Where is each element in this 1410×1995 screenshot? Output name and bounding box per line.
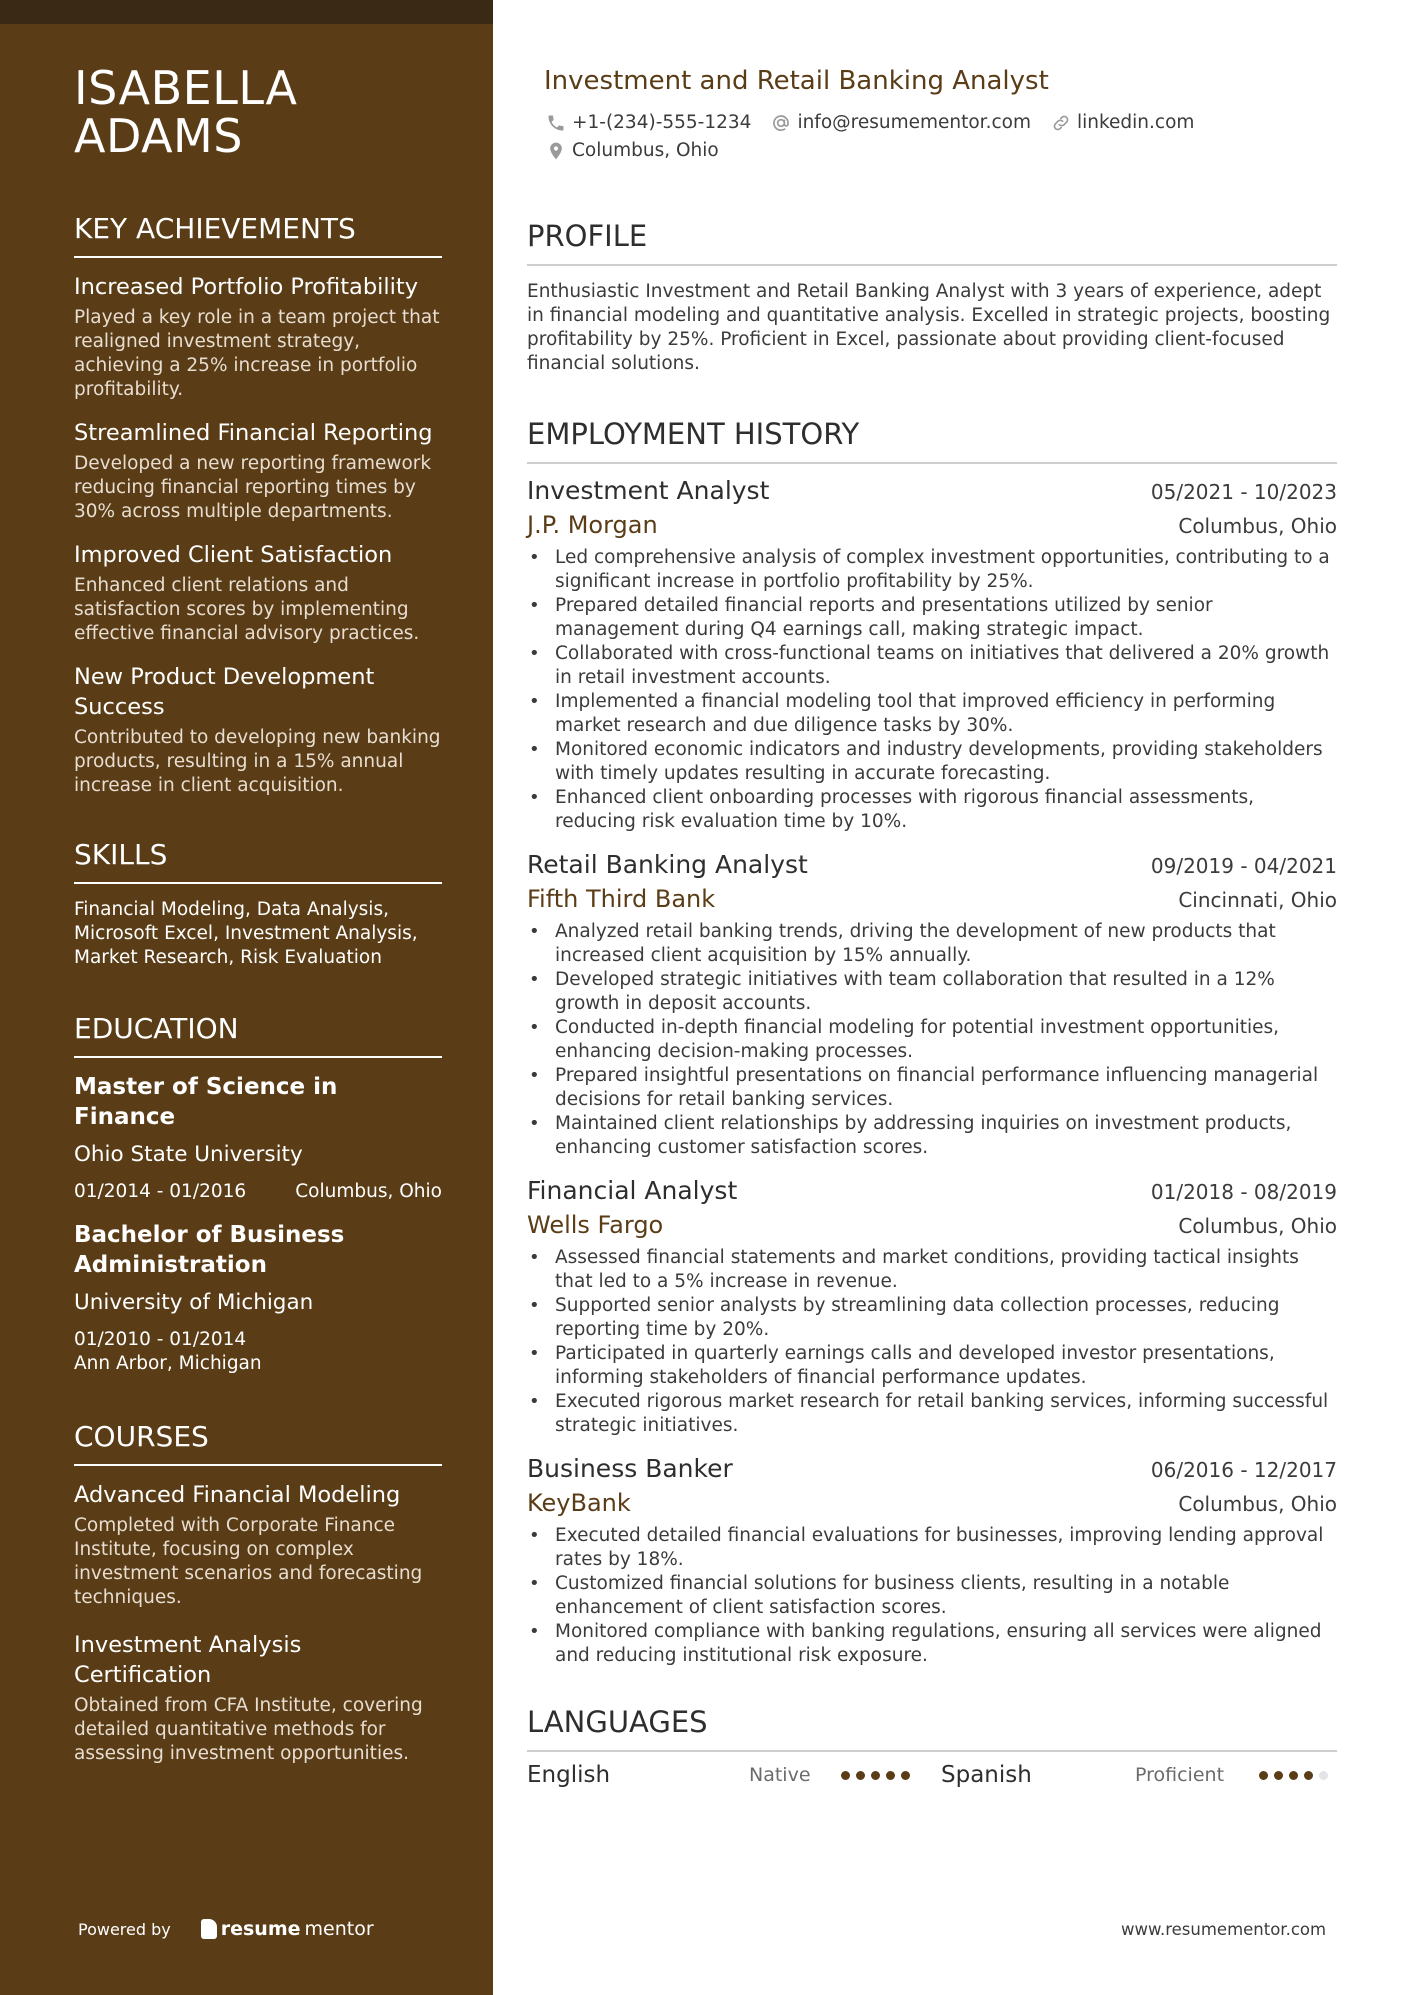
rating-dot: [1274, 1771, 1283, 1780]
job-entry: [527, 1174, 1337, 1438]
contact-linkedin[interactable]: [1051, 112, 1194, 133]
job-bullets: [527, 1524, 1337, 1668]
contact-location: [546, 140, 719, 161]
job-header: [527, 474, 1337, 508]
candidate-name: [74, 61, 442, 163]
contact-row-1: [546, 112, 1194, 133]
rating-dot: [1289, 1771, 1298, 1780]
language-rating: [1259, 1771, 1328, 1780]
rating-dot: [1304, 1771, 1313, 1780]
language-name: English: [527, 1762, 611, 1788]
job-bullet: • Participated in quarterly earnings calls and developed investor presentations, informing stakeholders of financial performance updates.: [527, 1342, 1337, 1390]
rating-dot: [886, 1771, 895, 1780]
rating-dot: [1259, 1771, 1268, 1780]
achievement-item: [74, 272, 442, 402]
skills-section: [74, 838, 442, 970]
job-bullet: • Customized financial solutions for business clients, resulting in a notable enhancement of client satisfaction scores.: [527, 1572, 1337, 1620]
profile-heading: PROFILE: [527, 218, 1337, 266]
job-bullet: • Assessed financial statements and market conditions, providing tactical insights that led to a 5% increase in revenue.: [527, 1246, 1337, 1294]
language-rating: [841, 1771, 910, 1780]
employment-heading: EMPLOYMENT HISTORY: [527, 416, 1337, 464]
job-bullet: • Led comprehensive analysis of complex investment opportunities, contributing to a significant increase in portfolio profitability by 25%.: [527, 546, 1337, 594]
logo-text-bold: resume: [220, 1918, 301, 1940]
achievement-title: Increased Portfolio Profitability: [74, 274, 419, 300]
job-location: Cincinnati, Ohio: [1178, 888, 1337, 912]
main-content: [527, 218, 1337, 1788]
job-entry: [527, 1452, 1337, 1668]
achievement-item: [74, 540, 442, 646]
languages-section: [527, 1704, 1337, 1788]
education-item: [74, 1220, 442, 1376]
job-bullets: [527, 920, 1337, 1160]
job-bullet: • Prepared insightful presentations on financial performance influencing managerial decisions for retail banking services.: [527, 1064, 1337, 1112]
profile-section: [527, 218, 1337, 376]
education-heading: EDUCATION: [74, 1012, 442, 1058]
rating-dot: [871, 1771, 880, 1780]
contact-phone[interactable]: [546, 112, 751, 133]
job-bullet: • Monitored economic indicators and industry developments, providing stakeholders with timely updates resulting in accurate forecasting.: [527, 738, 1337, 786]
achievements-section: [74, 212, 442, 798]
job-subheader: [527, 1486, 1337, 1520]
contact-email[interactable]: [771, 112, 1031, 133]
course-item: [74, 1480, 442, 1610]
job-header: [527, 848, 1337, 882]
rating-dot: [1319, 1771, 1328, 1780]
job-title: Financial Analyst: [527, 1176, 738, 1205]
job-subheader: [527, 1208, 1337, 1242]
rating-dot: [841, 1771, 850, 1780]
education-dates: 01/2014 - 01/2016: [74, 1181, 247, 1202]
resumementor-logo-icon: [201, 1919, 217, 1939]
job-company: KeyBank: [527, 1489, 631, 1517]
job-company: J.P. Morgan: [527, 511, 658, 539]
course-desc: Completed with Corporate Finance Institute, focusing on complex investment scenarios and forecasting techniques.: [74, 1515, 423, 1608]
job-location: Columbus, Ohio: [1178, 1214, 1337, 1238]
job-bullets: [527, 1246, 1337, 1438]
job-dates: 06/2016 - 12/2017: [1150, 1458, 1337, 1482]
job-bullet: • Maintained client relationships by addressing inquiries on investment products, enhancing customer satisfaction scores.: [527, 1112, 1337, 1160]
job-bullet: • Executed rigorous market research for retail banking services, informing successful strategic initiatives.: [527, 1390, 1337, 1438]
location-text: Columbus, Ohio: [572, 140, 719, 161]
employment-section: [527, 416, 1337, 1668]
language-item: [527, 1762, 941, 1788]
link-icon: [1051, 113, 1071, 133]
phone-text: +1-(234)-555-1234: [572, 112, 752, 133]
job-location: Columbus, Ohio: [1178, 514, 1337, 538]
name-line-1: ISABELLA: [74, 61, 298, 115]
sidebar-top-bar: [0, 0, 493, 24]
achievements-heading: KEY ACHIEVEMENTS: [74, 212, 442, 258]
languages-row: [527, 1762, 1337, 1788]
achievement-title: New Product Development Success: [74, 664, 375, 720]
achievement-desc: Contributed to developing new banking products, resulting in a 15% annual increase in client acquisition.: [74, 727, 441, 796]
job-bullet: • Analyzed retail banking trends, driving the development of new products that increased client acquisition by 15% annually.: [527, 920, 1337, 968]
job-dates: 09/2019 - 04/2021: [1150, 854, 1337, 878]
education-item: [74, 1072, 442, 1204]
achievement-title: Streamlined Financial Reporting: [74, 420, 433, 446]
location-pin-icon: [546, 141, 566, 161]
achievement-item: [74, 418, 442, 524]
job-bullet: • Supported senior analysts by streamlining data collection processes, reducing reporting time by 20%.: [527, 1294, 1337, 1342]
job-entry: [527, 474, 1337, 834]
education-school: University of Michigan: [74, 1290, 314, 1315]
job-dates: 05/2021 - 10/2023: [1150, 480, 1337, 504]
education-location: Columbus, Ohio: [295, 1181, 442, 1202]
powered-by: [78, 1918, 374, 1940]
course-title: Advanced Financial Modeling: [74, 1482, 401, 1508]
course-item: [74, 1630, 442, 1766]
achievement-desc: Played a key role in a team project that realigned investment strategy, achieving a 25% increase in portfolio profitability.: [74, 307, 440, 400]
skills-list: Financial Modeling, Data Analysis, Microsoft Excel, Investment Analysis, Market Research, Risk Evaluation: [74, 899, 418, 968]
at-sign-icon: [771, 113, 791, 133]
job-bullet: • Prepared detailed financial reports and presentations utilized by senior management during Q4 earnings call, making strategic impact.: [527, 594, 1337, 642]
language-level: Native: [749, 1764, 811, 1786]
job-bullet: • Enhanced client onboarding processes with rigorous financial assessments, reducing risk evaluation time by 10%.: [527, 786, 1337, 834]
name-line-2: ADAMS: [74, 109, 243, 163]
job-company: Fifth Third Bank: [527, 885, 716, 913]
job-bullet: • Developed strategic initiatives with team collaboration that resulted in a 12% growth in deposit accounts.: [527, 968, 1337, 1016]
rating-dot: [856, 1771, 865, 1780]
course-title: Investment Analysis Certification: [74, 1632, 302, 1688]
achievement-desc: Enhanced client relations and satisfaction scores by implementing effective financial advisory practices.: [74, 575, 420, 644]
powered-by-label: Powered by: [78, 1919, 171, 1939]
resumementor-logo[interactable]: [201, 1918, 374, 1940]
courses-heading: COURSES: [74, 1420, 442, 1466]
education-meta: [74, 1180, 442, 1204]
job-title: Retail Banking Analyst: [527, 850, 808, 879]
education-degree: Bachelor of Business Administration: [74, 1222, 345, 1278]
job-bullet: • Collaborated with cross-functional teams on initiatives that delivered a 20% growth in retail investment accounts.: [527, 642, 1337, 690]
job-entry: [527, 848, 1337, 1160]
logo-text-light: mentor: [304, 1918, 374, 1940]
contact-row-2: [546, 140, 719, 161]
profile-text: Enthusiastic Investment and Retail Banking Analyst with 3 years of experience, adept in financial modeling and quantitative analysis. Excelled in strategic projects, boosting profitability by 25%. Proficient in Excel, passionate about providing client-focused financial solutions.: [527, 281, 1331, 374]
job-headline: Investment and Retail Banking Analyst: [544, 66, 1049, 96]
job-location: Columbus, Ohio: [1178, 1492, 1337, 1516]
language-name: Spanish: [941, 1762, 1032, 1788]
achievement-desc: Developed a new reporting framework reducing financial reporting times by 30% across multiple departments.: [74, 453, 432, 522]
rating-dot: [901, 1771, 910, 1780]
sidebar: [0, 0, 493, 1995]
linkedin-text: linkedin.com: [1076, 112, 1195, 133]
job-bullet: • Conducted in-depth financial modeling for potential investment opportunities, enhancing decision-making processes.: [527, 1016, 1337, 1064]
sidebar-content: [74, 61, 442, 1766]
job-bullets: [527, 546, 1337, 834]
job-header: [527, 1452, 1337, 1486]
languages-heading: LANGUAGES: [527, 1704, 1337, 1752]
education-dates: 01/2010 - 01/2014: [74, 1329, 247, 1350]
email-text: info@resumementor.com: [797, 112, 1031, 133]
job-bullet: • Monitored compliance with banking regulations, ensuring all services were aligned and reducing institutional risk exposure.: [527, 1620, 1337, 1668]
education-section: [74, 1012, 442, 1376]
achievement-title: Improved Client Satisfaction: [74, 542, 393, 568]
courses-section: [74, 1420, 442, 1766]
education-school: Ohio State University: [74, 1142, 303, 1167]
job-bullet: • Implemented a financial modeling tool that improved efficiency in performing market research and due diligence tasks by 30%.: [527, 690, 1337, 738]
phone-icon: [546, 113, 566, 133]
job-title: Business Banker: [527, 1454, 733, 1483]
job-subheader: [527, 508, 1337, 542]
language-item: [941, 1762, 1337, 1788]
job-bullet: • Executed detailed financial evaluations for businesses, improving lending approval rates by 18%.: [527, 1524, 1337, 1572]
job-subheader: [527, 882, 1337, 916]
education-location: Ann Arbor, Michigan: [74, 1353, 262, 1374]
language-level: Proficient: [1135, 1764, 1225, 1786]
job-header: [527, 1174, 1337, 1208]
job-title: Investment Analyst: [527, 476, 770, 505]
skills-heading: SKILLS: [74, 838, 442, 884]
footer-url[interactable]: www.resumementor.com: [1121, 1920, 1327, 1939]
course-desc: Obtained from CFA Institute, covering detailed quantitative methods for assessing investment opportunities.: [74, 1695, 423, 1764]
job-dates: 01/2018 - 08/2019: [1150, 1180, 1337, 1204]
achievement-item: [74, 662, 442, 798]
education-degree: Master of Science in Finance: [74, 1074, 338, 1130]
job-company: Wells Fargo: [527, 1211, 664, 1239]
education-meta: [74, 1328, 442, 1376]
